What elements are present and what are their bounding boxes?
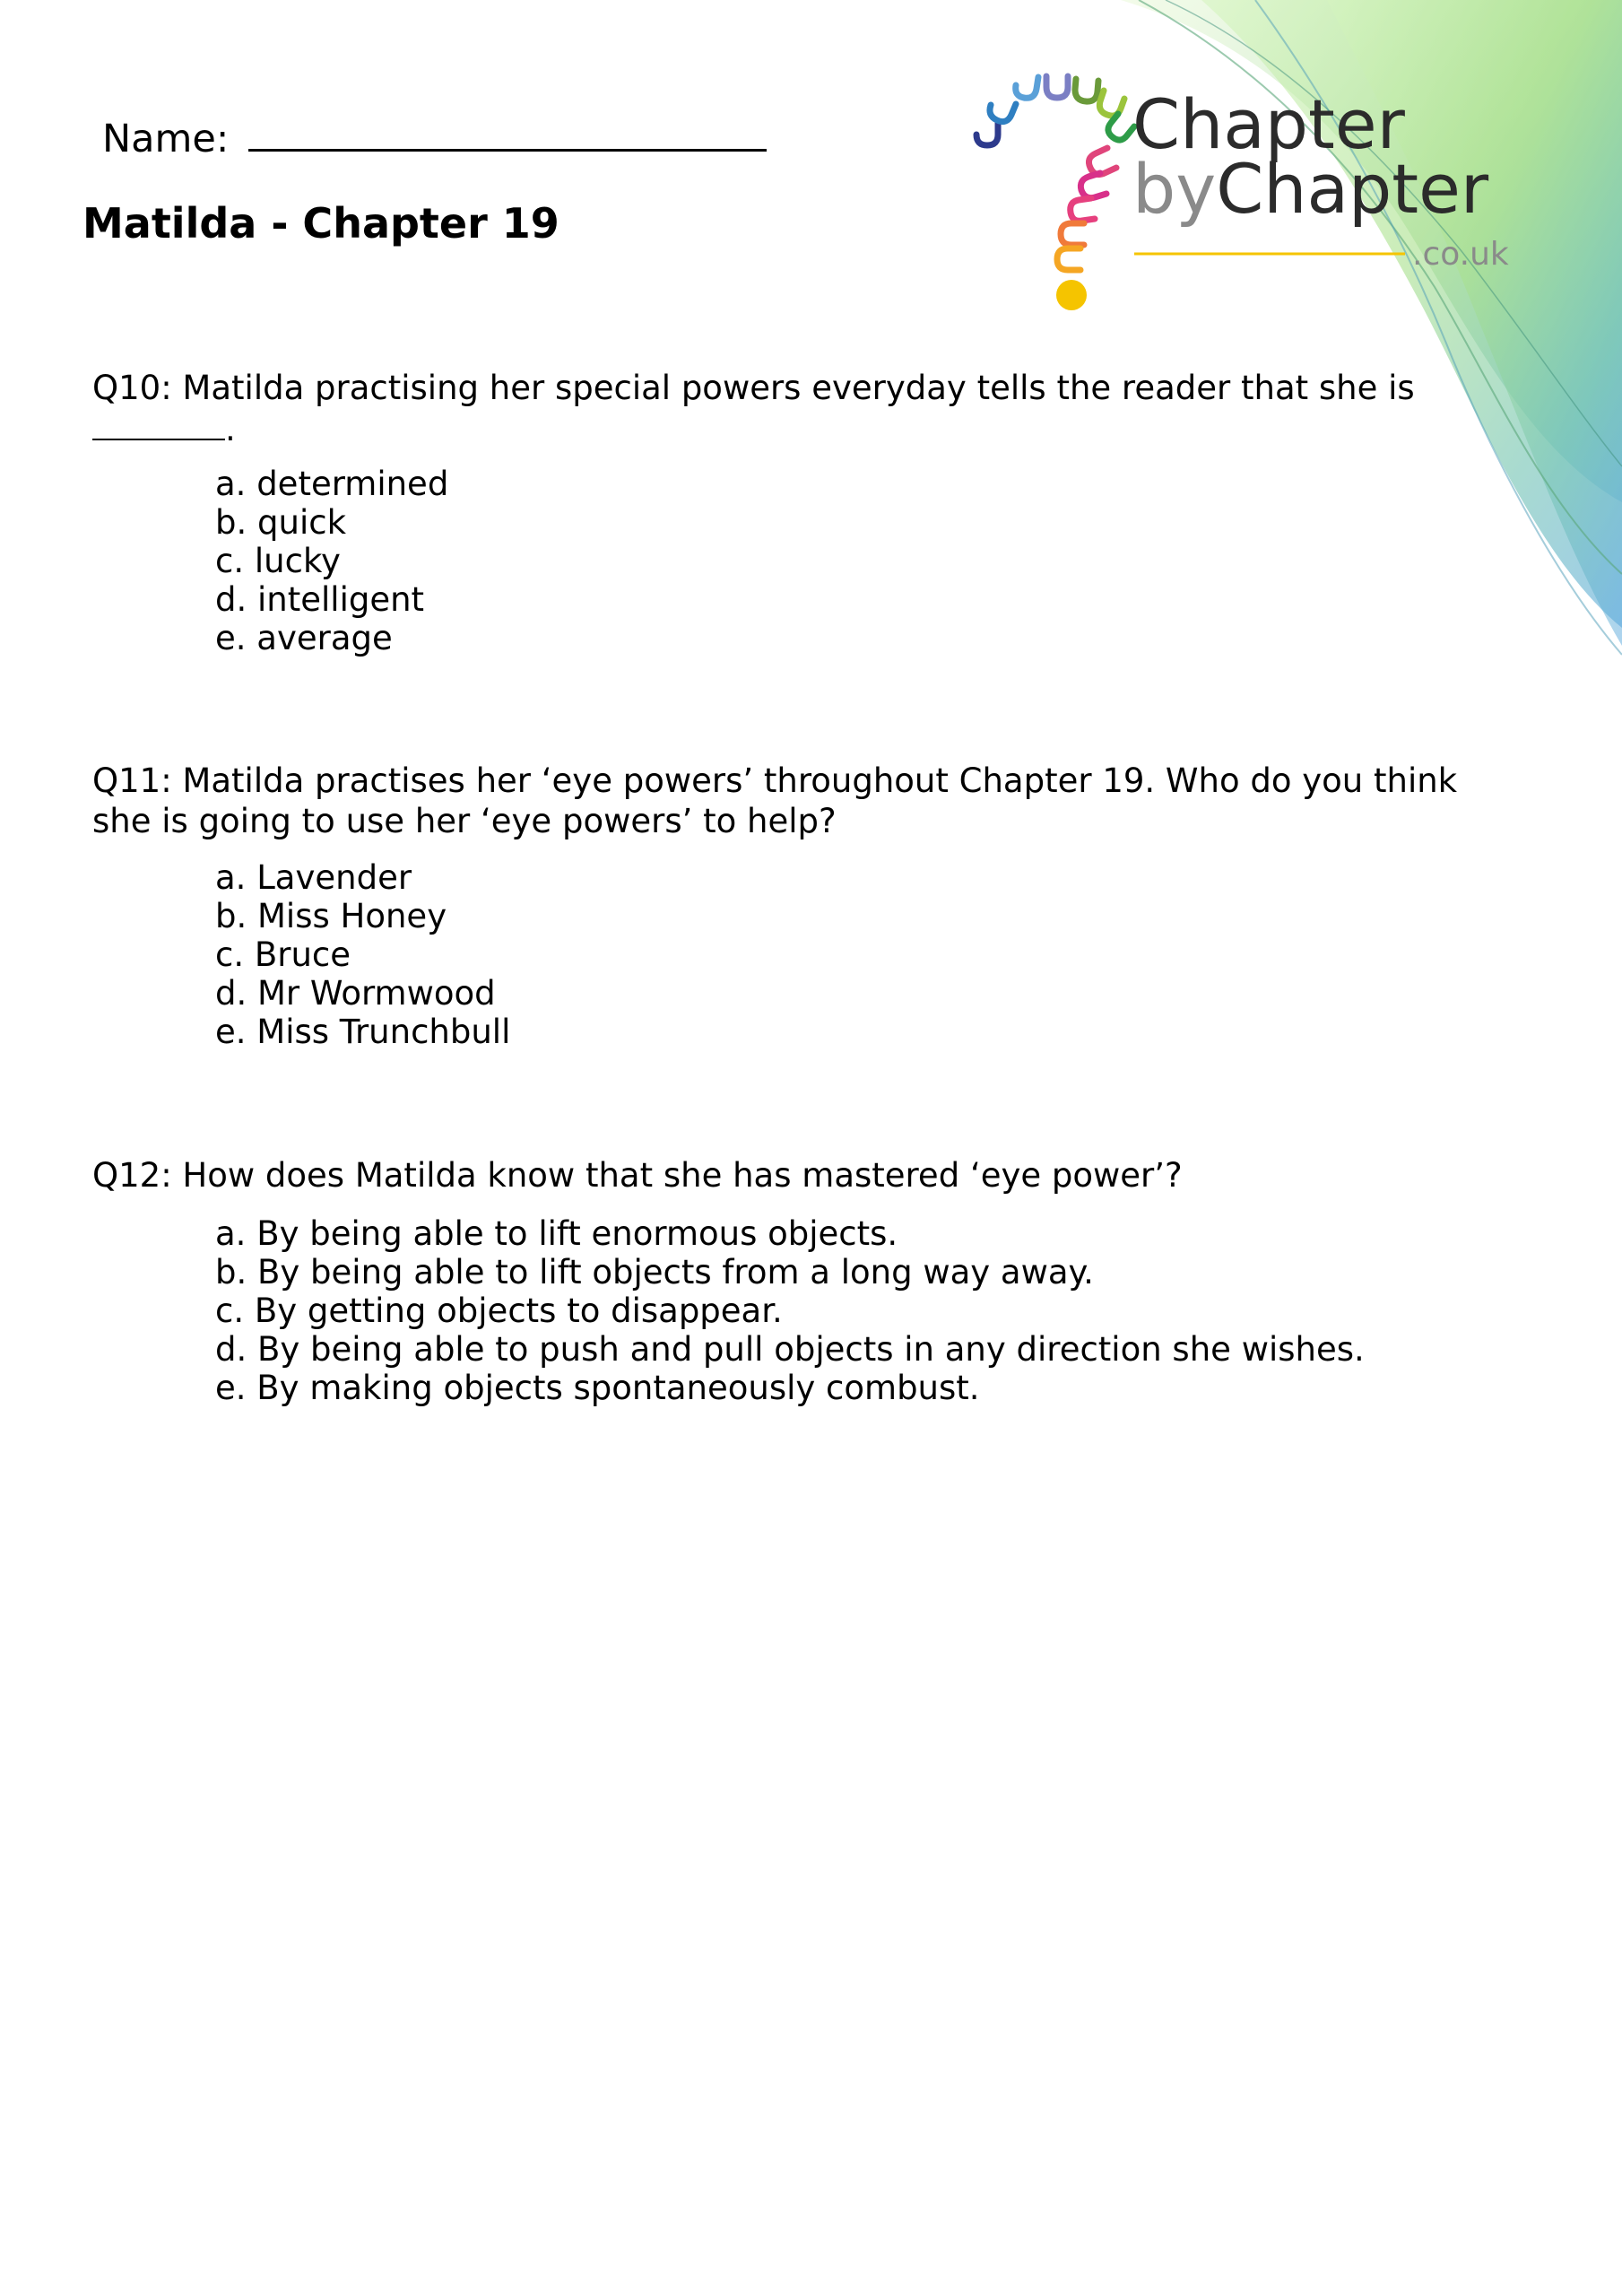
fill-in-blank [92, 408, 225, 440]
question-11: Q11: Matilda practises her ‘eye powers’ throughout Chapter 19. Who do you think she is going to use her ‘eye powers’ to help? [92, 761, 1458, 840]
logo-word-chapter: Chapter [1132, 84, 1405, 164]
option-item: c. Bruce [215, 935, 351, 974]
option-item: e. Miss Trunchbull [215, 1013, 511, 1051]
option-item: b. By being able to lift objects from a long way away. [215, 1253, 1094, 1292]
question-12-options [215, 1214, 1365, 1407]
question-prompt: Q10: Matilda practising her special powers everyday tells the reader that she is [92, 369, 1415, 407]
answer-blank-line [92, 408, 1527, 449]
logo-domain: .co.uk [1412, 236, 1509, 273]
option-item: c. lucky [215, 542, 341, 580]
page-title: Matilda - Chapter 19 [82, 199, 559, 248]
name-label: Name: [102, 117, 230, 161]
option-item: e. average [215, 619, 393, 657]
logo-line-2 [1132, 149, 1489, 229]
option-item: d. By being able to push and pull objects in any direction she wishes. [215, 1330, 1365, 1369]
option-item: a. Lavender [215, 858, 412, 897]
option-item: a. determined [215, 465, 449, 503]
option-item: d. intelligent [215, 580, 425, 619]
question-11-options [215, 858, 510, 1051]
option-item: b. quick [215, 503, 346, 542]
logo-word-by: by [1132, 149, 1217, 229]
logo-word-chapter-2: Chapter [1216, 149, 1489, 229]
name-field [102, 113, 767, 161]
book-arch-icon [976, 76, 1134, 270]
option-item: e. By making objects spontaneously combust. [215, 1369, 980, 1407]
option-item: a. By being able to lift enormous objects. [215, 1214, 898, 1253]
question-12: Q12: How does Matilda know that she has mastered ‘eye power’? [92, 1156, 1183, 1195]
option-item: c. By getting objects to disappear. [215, 1292, 783, 1330]
chapter-by-chapter-logo [964, 49, 1538, 318]
name-blank-line [248, 113, 767, 152]
question-10-options [215, 465, 448, 657]
question-10 [92, 368, 1527, 449]
dot-icon [1056, 280, 1087, 310]
option-item: d. Mr Wormwood [215, 974, 496, 1013]
question-suffix: . [225, 410, 236, 448]
option-item: b. Miss Honey [215, 897, 447, 935]
